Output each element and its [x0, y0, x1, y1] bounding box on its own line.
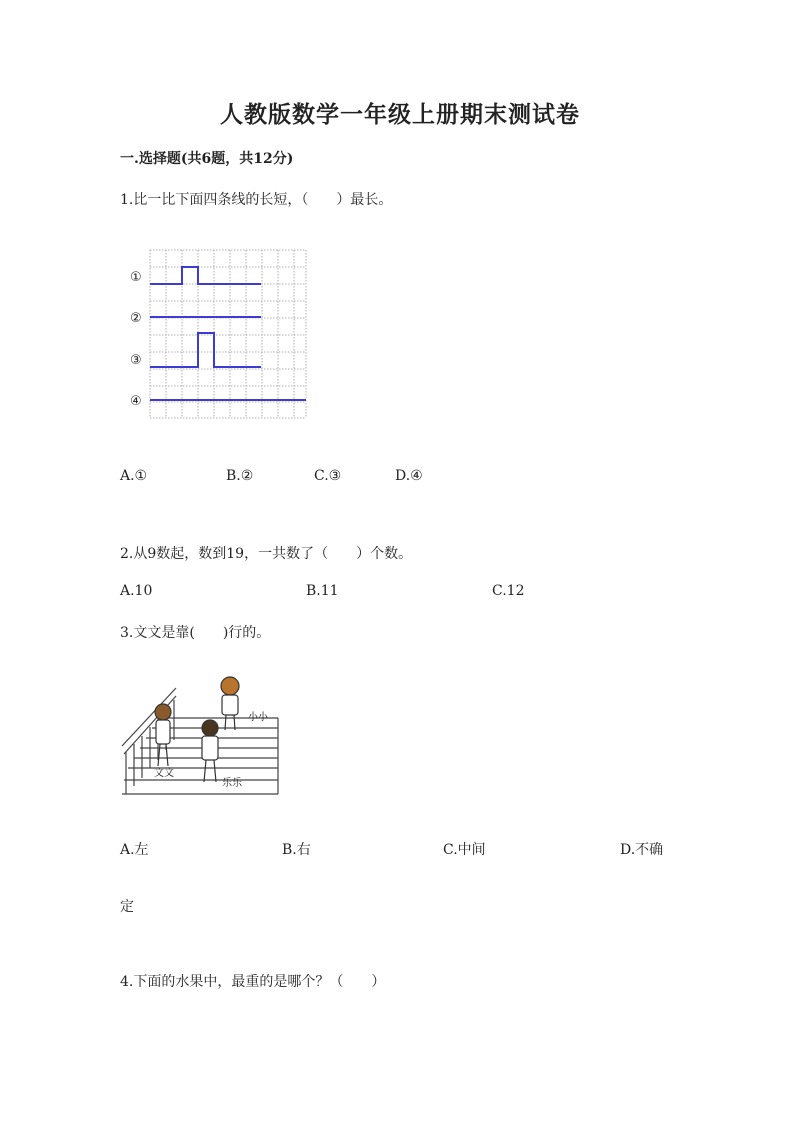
label-lele: 乐乐 [222, 778, 242, 789]
question-4-text: 4.下面的水果中，最重的是哪个？（ ） [120, 974, 386, 990]
q3-option-d[interactable]: D.不确 [620, 842, 664, 858]
question-2-text: 2.从9数起，数到19，一共数了（ ）个数。 [120, 546, 413, 562]
child-xiaoxiao [221, 677, 239, 730]
page-title: 人教版数学一年级上册期末测试卷 [220, 101, 580, 128]
q1-option-a[interactable]: A.① [120, 468, 148, 484]
q2-option-b[interactable]: B.11 [306, 583, 339, 599]
q1-option-d[interactable]: D.④ [395, 468, 423, 484]
q2-option-a[interactable]: A.10 [120, 583, 153, 599]
dotted-grid [150, 250, 306, 418]
q1-option-c[interactable]: C.③ [314, 468, 342, 484]
q3-option-a[interactable]: A.左 [120, 842, 149, 858]
q3-option-c[interactable]: C.中间 [443, 842, 486, 858]
q1-option-b[interactable]: B.② [226, 468, 254, 484]
q3-option-b[interactable]: B.右 [282, 842, 311, 858]
line-label-2: ② [130, 311, 142, 326]
child-wenwen [155, 704, 171, 766]
line-label-3: ③ [130, 353, 142, 368]
q2-option-c[interactable]: C.12 [492, 583, 525, 599]
line-label-1: ① [130, 270, 142, 285]
section-heading: 一.选择题(共6题，共12分) [120, 151, 294, 167]
line-3 [150, 333, 261, 367]
q3-option-d-wrap: 定 [120, 899, 134, 915]
line-label-4: ④ [130, 394, 142, 409]
label-wenwen: 文文 [154, 768, 174, 779]
question-3-text: 3.文文是靠( )行的。 [120, 625, 271, 641]
line-1 [150, 267, 261, 284]
question-1-text: 1.比一比下面四条线的长短，（ ）最长。 [120, 192, 393, 208]
line-comparison-figure [126, 244, 316, 424]
child-lele [202, 720, 218, 782]
staircase-figure [118, 668, 288, 800]
label-xiaoxiao: 小小 [248, 712, 268, 723]
